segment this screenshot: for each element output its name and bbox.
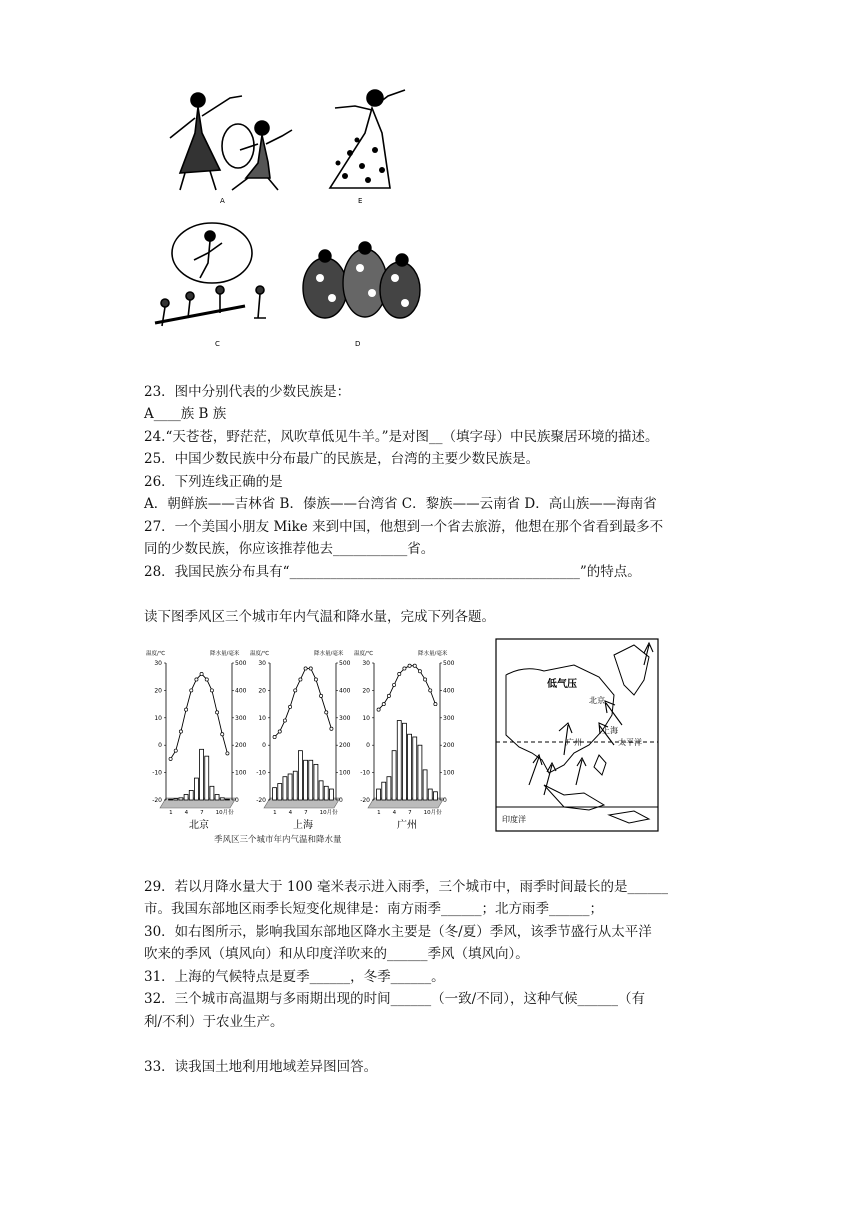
chart-1-temp-point <box>184 708 187 711</box>
chart-3-month-label: 7 <box>408 810 412 816</box>
chart-2-temp-point <box>283 719 286 722</box>
chart-3-temp-point <box>408 664 411 667</box>
question-28: 28．我国民族分布具有“___________________________________________”的特点。 <box>144 564 641 580</box>
chart-2-tick-label-left: 0 <box>262 742 266 750</box>
chart-3-ylabel-right: 降水量/毫米 <box>418 651 448 657</box>
chart-2-tick-label-left: -20 <box>256 797 266 804</box>
chart-3-precip-bar <box>418 745 422 800</box>
chart-1-precip-bar <box>220 798 224 800</box>
chart-2-tick-label-left: -10 <box>256 769 266 777</box>
chart-2-precip-bar <box>324 786 328 800</box>
chart-2-temp-line <box>275 668 332 737</box>
chart-2-temp-point <box>330 727 333 730</box>
chart-3-temp-point <box>403 667 406 670</box>
map-label-guangzhou: 广州 <box>566 738 582 747</box>
illustration-d-label: D <box>355 340 361 348</box>
chart-1-ylabel-left: 温度/℃ <box>146 651 166 657</box>
chart-2-temp-point <box>309 667 312 670</box>
chart-2-precip-bar <box>278 784 282 800</box>
chart-2-precip-bar <box>309 760 313 800</box>
chart-2-temp-point <box>299 678 302 681</box>
question-32-line2: 利/不利）于农业生产。 <box>144 1014 284 1030</box>
chart-1-title: 北京 <box>189 820 209 831</box>
question-26: 26．下列连线正确的是 <box>144 474 283 490</box>
chart-1-month-label: 10月份 <box>215 810 234 816</box>
chart-1-precip-bar <box>210 786 214 800</box>
map-label-pacific-text: 太平洋 <box>618 738 642 747</box>
question-32-line1: 32．三个城市高温期与多雨期出现的时间______（一致/不同），这种气候______（有 <box>144 991 645 1007</box>
chart-3-month-label: 10月份 <box>423 810 442 816</box>
chart-1-precip-bar <box>174 799 178 800</box>
chart-3-temp-point <box>398 672 401 675</box>
chart-2-month-label: 4 <box>288 810 293 816</box>
chart-1-precip-bar <box>169 799 173 800</box>
illustration-b <box>330 90 405 205</box>
chart-2-precip-bar <box>273 788 277 800</box>
chart-3-tick-label-left: 0 <box>366 742 370 750</box>
chart-2-ylabel-right: 降水量/毫米 <box>314 651 344 657</box>
chart-1-temp-line <box>171 674 228 759</box>
chart-1-tick-label-right: 100 <box>235 769 247 777</box>
chart-1-temp-point <box>200 672 203 675</box>
map-label-shanghai: 上海 <box>602 726 618 735</box>
map-label-indian: 印度洋 <box>502 815 526 824</box>
chart-1-temp-point <box>221 733 224 736</box>
chart-2-precip-bar <box>329 789 333 800</box>
chart-1-precip-bar <box>215 795 219 800</box>
chart-1-tick-label-left: -10 <box>152 769 162 777</box>
question-33: 33．读我国土地利用地域差异图回答。 <box>144 1059 378 1075</box>
chart-3-tick-label-left: 20 <box>362 687 370 695</box>
chart-3-temp-point <box>392 683 395 686</box>
chart-1-temp-point <box>179 730 182 733</box>
chart-1-precip-bar <box>184 795 188 800</box>
question-29-line1: 29．若以月降水量大于 100 毫米表示进入雨季，三个城市中，雨季时间最长的是______ <box>144 879 669 895</box>
chart-2-tick-label-left: 30 <box>258 660 266 667</box>
chart-3-precip-bar <box>433 792 437 800</box>
chart-1-tick-label-right: 500 <box>235 660 247 667</box>
chart-3-precip-bar <box>397 721 401 800</box>
illustration-a-label: A <box>220 197 225 205</box>
chart-3-tick-label-right: 0 <box>443 797 447 804</box>
chart-3-temp-point <box>387 694 390 697</box>
chart-2-precip-bar <box>283 777 287 800</box>
chart-1-tick-label-right: 400 <box>235 687 247 695</box>
chart-3-tick-label-left: -10 <box>360 769 370 777</box>
question-27-line1: 27．一个美国小朋友 Mike 来到中国，他想到一个省去旅游，他想在那个省看到最多不 <box>144 519 664 535</box>
chart-1-month-label: 1 <box>169 810 173 816</box>
chart-3-tick-label-right: 500 <box>443 660 455 667</box>
chart-3-precip-bar <box>402 723 406 800</box>
chart-3-precip-bar <box>423 770 427 800</box>
monsoon-map <box>496 639 658 831</box>
climate-intro: 读下图季风区三个城市年内气温和降水量，完成下列各题。 <box>144 609 495 625</box>
chart-3-precip-bar <box>413 737 417 800</box>
chart-2-tick-label-right: 300 <box>339 714 351 722</box>
chart-2-title: 上海 <box>293 820 313 831</box>
chart-2-tick-label-right: 400 <box>339 687 351 695</box>
question-23: 23．图中分别代表的少数民族是： <box>144 384 351 400</box>
map-label-pacific <box>618 737 642 747</box>
climate-caption: 季风区三个城市年内气温和降水量 <box>214 835 342 845</box>
map-label-beijing: 北京 <box>589 696 605 705</box>
chart-3-tick-label-right: 200 <box>443 742 455 750</box>
question-24: 24.“天苍苍，野茫茫，风吹草低见牛羊。”是对图__（填字母）中民族聚居环境的描述。 <box>144 429 659 445</box>
chart-1-temp-point <box>226 752 229 755</box>
chart-1-tick-label-left: 20 <box>154 687 162 695</box>
chart-2-month-label: 7 <box>304 810 308 816</box>
chart-2-tick-label-left: 10 <box>258 714 266 722</box>
chart-3-title: 广州 <box>397 820 417 831</box>
chart-2-precip-bar <box>293 771 297 800</box>
chart-1-tick-label-right: 0 <box>235 797 239 804</box>
climate-figure <box>144 635 664 850</box>
question-23-blanks: A____族 B 族 <box>144 406 227 422</box>
chart-2-precip-bar <box>298 751 302 800</box>
chart-1-precip-bar <box>179 798 183 800</box>
chart-3-precip-bar <box>377 789 381 800</box>
chart-3-precip-bar <box>408 734 412 800</box>
chart-2-precip-bar <box>314 764 318 800</box>
question-30-line1: 30．如右图所示，影响我国东部地区降水主要是（冬/夏）季风，该季节盛行从太平洋 <box>144 924 652 940</box>
chart-1-temp-point <box>195 678 198 681</box>
chart-2-temp-point <box>325 711 328 714</box>
chart-1-temp-point <box>169 757 172 760</box>
chart-3-tick-label-right: 300 <box>443 714 455 722</box>
chart-2-month-label: 1 <box>273 810 277 816</box>
chart-1-precip-bar <box>200 749 204 800</box>
chart-1-ylabel-right: 降水量/毫米 <box>210 651 240 657</box>
question-30-line2: 吹来的季风（填风向）和从印度洋吹来的______季风（填风向）。 <box>144 946 529 962</box>
chart-2-precip-bar <box>304 760 308 800</box>
chart-2-precip-bar <box>288 774 292 800</box>
ethnic-groups-figure <box>150 78 440 358</box>
illustration-c <box>155 223 266 348</box>
question-29-line2: 市。我国东部地区雨季长短变化规律是：南方雨季______；北方雨季______； <box>144 901 603 917</box>
chart-3-tick-label-left: -20 <box>360 797 370 804</box>
chart-1-tick-label-right: 300 <box>235 714 247 722</box>
map-label-low-pressure: 低气压 <box>547 679 577 690</box>
chart-1-temp-point <box>174 749 177 752</box>
chart-1-temp-point <box>215 711 218 714</box>
chart-1-precip-bar <box>194 778 198 800</box>
chart-3-tick-label-left: 10 <box>362 714 370 722</box>
chart-1-month-label: 7 <box>200 810 204 816</box>
chart-3-month-label: 1 <box>377 810 381 816</box>
chart-1-precip-bar <box>225 799 229 800</box>
chart-3-precip-bar <box>387 777 391 800</box>
chart-3-tick-label-right: 100 <box>443 769 455 777</box>
question-26-options: A．朝鲜族——吉林省 B．傣族——台湾省 C．黎族——云南省 D．高山族——海南省 <box>144 496 657 512</box>
question-31: 31．上海的气候特点是夏季______，冬季______。 <box>144 969 445 985</box>
chart-3-precip-bar <box>428 789 432 800</box>
question-27-line2: 同的少数民族，你应该推荐他去___________省。 <box>144 541 435 557</box>
chart-3-temp-point <box>423 678 426 681</box>
chart-3-tick-label-right: 400 <box>443 687 455 695</box>
chart-1-tick-label-left: 30 <box>154 660 162 667</box>
chart-3-precip-bar <box>392 751 396 800</box>
chart-2-tick-label-left: 20 <box>258 687 266 695</box>
question-25: 25．中国少数民族中分布最广的民族是，台湾的主要少数民族是。 <box>144 451 540 467</box>
chart-3-temp-point <box>413 664 416 667</box>
chart-2-precip-bar <box>319 781 323 800</box>
chart-3-precip-bar <box>382 782 386 800</box>
chart-1-temp-point <box>210 689 213 692</box>
chart-3-month-label: 4 <box>392 810 397 816</box>
chart-2-temp-point <box>314 678 317 681</box>
chart-1-temp-point <box>190 689 193 692</box>
chart-2-temp-point <box>319 694 322 697</box>
chart-2-temp-point <box>294 689 297 692</box>
illustration-d <box>303 242 420 348</box>
chart-3-temp-line <box>379 666 436 710</box>
illustration-c-label: C <box>215 340 220 348</box>
chart-1-precip-bar <box>205 756 209 800</box>
chart-3-temp-point <box>434 703 437 706</box>
chart-2-temp-point <box>304 667 307 670</box>
chart-1-tick-label-left: 10 <box>154 714 162 722</box>
chart-1-tick-label-left: 0 <box>158 742 162 750</box>
chart-2-tick-label-right: 200 <box>339 742 351 750</box>
illustration-a <box>170 93 292 205</box>
chart-2-temp-point <box>273 735 276 738</box>
chart-1-tick-label-left: -20 <box>152 797 162 804</box>
chart-1-month-label: 4 <box>184 810 189 816</box>
chart-2-temp-point <box>278 730 281 733</box>
chart-1-tick-label-right: 200 <box>235 742 247 750</box>
chart-2-temp-point <box>288 705 291 708</box>
chart-2-tick-label-right: 0 <box>339 797 343 804</box>
chart-3-ylabel-left: 温度/℃ <box>354 651 374 657</box>
chart-1-temp-point <box>205 678 208 681</box>
illustration-b-label: E <box>358 197 363 205</box>
chart-3-temp-point <box>429 689 432 692</box>
chart-3-temp-point <box>382 703 385 706</box>
chart-2-ylabel-left: 温度/℃ <box>250 651 270 657</box>
chart-2-month-label: 10月份 <box>319 810 338 816</box>
chart-2-tick-label-right: 500 <box>339 660 351 667</box>
chart-2-tick-label-right: 100 <box>339 769 351 777</box>
chart-1-precip-bar <box>189 790 193 800</box>
chart-3-temp-point <box>377 708 380 711</box>
chart-3-tick-label-left: 30 <box>362 660 370 667</box>
chart-3-temp-point <box>418 670 421 673</box>
